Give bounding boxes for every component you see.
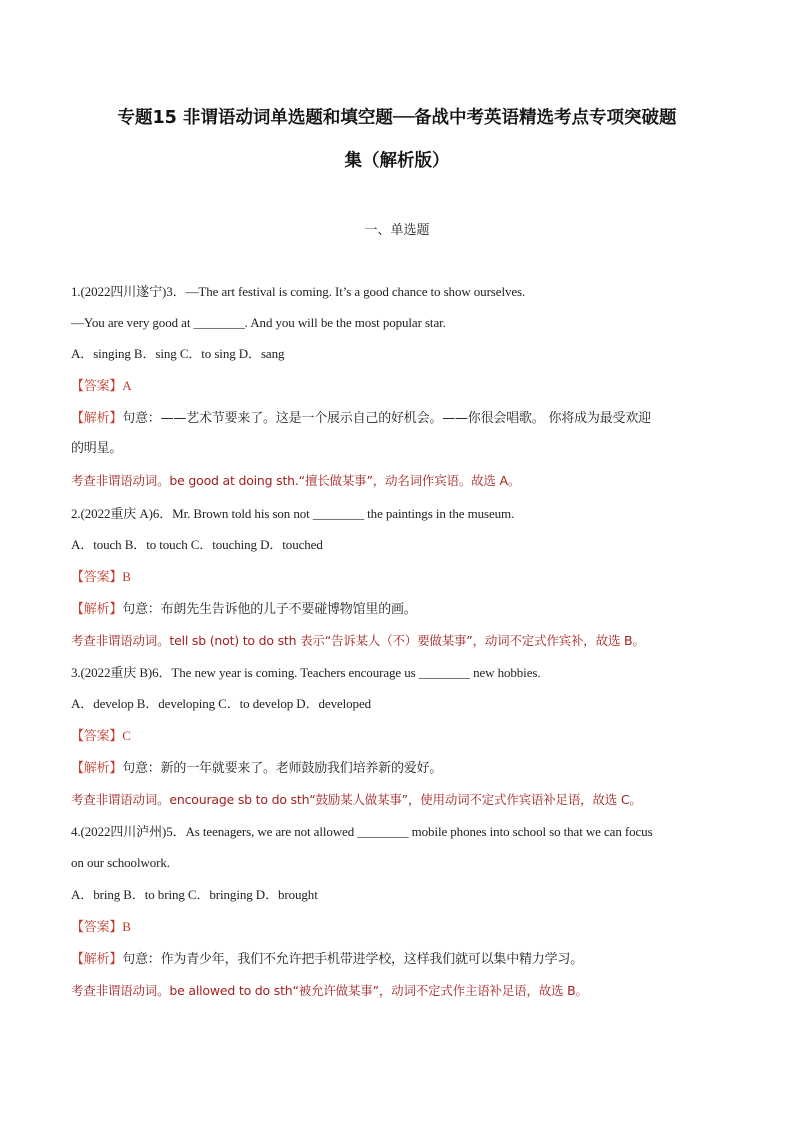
question-1-options: A．singing B．sing C．to sing D．sang [71, 346, 285, 361]
question-1-exam-point: 考查非谓语动词。be good at doing sth.“擅长做某事”，动名词作宾语。故选 A。 [71, 473, 521, 488]
analysis-text: 句意：——艺术节要来了。这是一个展示自己的好机会。——你很会唱歌。 你将成为最受欢迎 [122, 411, 651, 426]
question-1-stem: 1.(2022四川遂宁)3．—The art festival is coming. It’s a good chance to show ourselves. [71, 284, 526, 299]
answer-value: A [122, 378, 132, 393]
analysis-tag: 【解析】 [71, 602, 123, 617]
question-4-answer [71, 919, 131, 936]
answer-tag: 【答案】 [71, 920, 123, 935]
question-4-stem: 4.(2022四川泸州)5．As teenagers, we are not allowed ________ mobile phones into school so that we can focus [71, 824, 653, 839]
question-1-analysis [71, 410, 651, 427]
question-4-options: A．bring B．to bring C．bringing D．brought [71, 887, 318, 902]
answer-tag: 【答案】 [71, 379, 123, 394]
question-4-analysis [71, 951, 583, 968]
question-3-analysis [71, 760, 442, 777]
section-heading: 一、单选题 [364, 223, 430, 238]
document-title-line2: 集（解析版） [344, 151, 450, 171]
analysis-text: 句意：布朗先生告诉他的儿子不要碰博物馆里的画。 [122, 602, 417, 617]
question-2-options: A．touch B．to touch C．touching D．touched [71, 537, 323, 552]
question-3-answer [71, 728, 131, 745]
question-2-stem: 2.(2022重庆 A)6．Mr. Brown told his son not ________ the paintings in the museum. [71, 506, 515, 521]
question-1-stem-cont: —You are very good at ________. And you will be the most popular star. [71, 315, 446, 330]
analysis-text: 句意：作为青少年，我们不允许把手机带进学校，这样我们就可以集中精力学习。 [122, 952, 584, 967]
answer-tag: 【答案】 [71, 570, 123, 585]
analysis-tag: 【解析】 [71, 411, 123, 426]
question-1-answer [71, 378, 131, 395]
question-2-exam-point: 考查非谓语动词。tell sb (not) to do sth 表示“告诉某人（不）要做某事”，动词不定式作宾补，故选 B。 [71, 633, 645, 648]
question-4-stem-cont: on our schoolwork. [71, 855, 170, 870]
question-2-answer [71, 569, 131, 586]
answer-value: B [122, 919, 131, 934]
question-4-exam-point: 考查非谓语动词。be allowed to do sth“被允许做某事”，动词不定式作主语补足语，故选 B。 [71, 983, 588, 998]
question-2-analysis [71, 601, 417, 618]
question-3-options: A．develop B．developing C．to develop D．developed [71, 696, 372, 711]
question-1-analysis-cont: 的明星。 [71, 441, 123, 456]
analysis-tag: 【解析】 [71, 952, 123, 967]
answer-value: B [122, 569, 131, 584]
question-3-exam-point: 考查非谓语动词。encourage sb to do sth“鼓励某人做某事”，使用动词不定式作宾语补足语，故选 C。 [71, 792, 642, 807]
analysis-tag: 【解析】 [71, 761, 123, 776]
document-title-line1: 专题15 非谓语动词单选题和填空题──备战中考英语精选考点专项突破题 [117, 108, 677, 128]
answer-tag: 【答案】 [71, 729, 123, 744]
question-3-stem: 3.(2022重庆 B)6．The new year is coming. Teachers encourage us ________ new hobbies. [71, 665, 541, 680]
analysis-text: 句意：新的一年就要来了。老师鼓励我们培养新的爱好。 [122, 761, 443, 776]
answer-value: C [122, 728, 131, 743]
